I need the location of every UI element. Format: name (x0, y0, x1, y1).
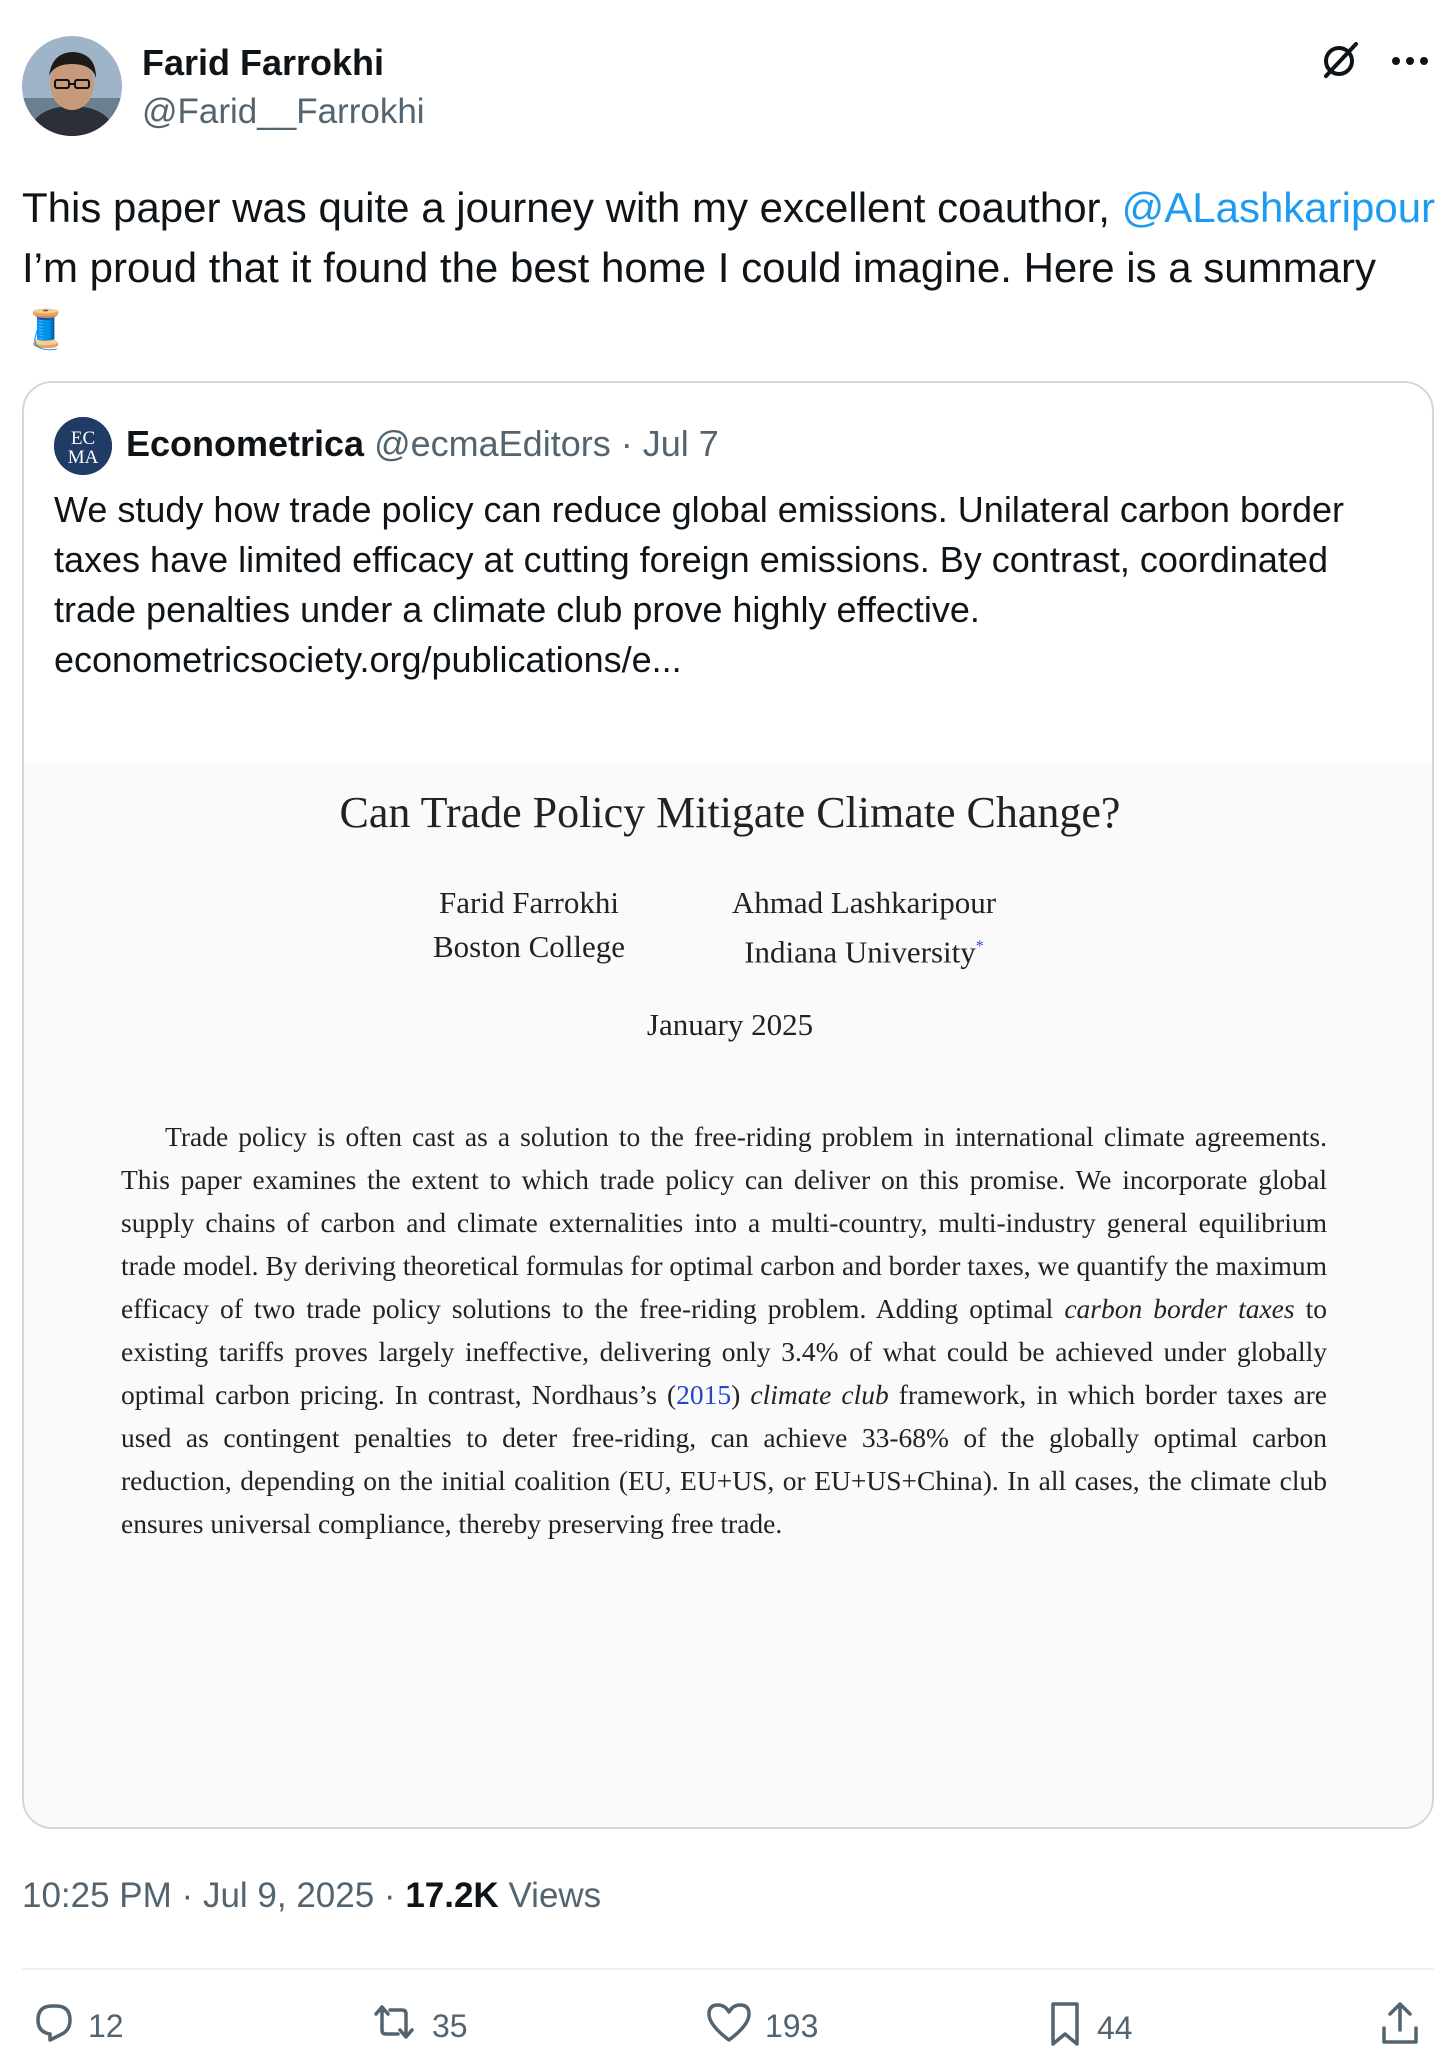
paper-image[interactable] (24, 763, 1434, 1829)
reply-count: 12 (88, 2007, 124, 2044)
paper-author2: Ahmad Lashkaripour (731, 885, 997, 920)
repost-button[interactable] (368, 2000, 468, 2052)
author-handle[interactable]: @Farid__Farrokhi (142, 92, 425, 131)
views-label: Views (508, 1876, 602, 1915)
quoted-text (54, 485, 1404, 685)
econometrica-logo[interactable] (54, 417, 112, 475)
share-button[interactable] (1378, 2000, 1422, 2056)
quoted-date[interactable]: Jul 7 (642, 423, 719, 464)
logo-text-ec: EC (70, 428, 96, 449)
paper-author2-block (694, 881, 1034, 974)
abstract-italic-carbon-border-taxes: carbon border taxes (1064, 1293, 1295, 1324)
grok-icon[interactable] (1318, 38, 1362, 87)
reply-button[interactable] (32, 2000, 124, 2052)
meta-sep-2: · (383, 1876, 396, 1915)
tweet-date[interactable]: Jul 9, 2025 (202, 1876, 375, 1915)
quoted-tweet[interactable] (22, 381, 1434, 1829)
like-count: 193 (765, 2007, 819, 2044)
abstract-part-g: framework, in which border taxes are used as contingent penalties to deter free-riding, can achieve 33-68% of the globally optimal carbon reduction, depending on the initial coalition (EU, EU+US, or EU+US+China). In all cases, the climate club ensures universal compliance, thereby preserving free trade. (121, 1379, 1327, 1539)
bookmark-count: 44 (1097, 2009, 1133, 2046)
tweet-text-part2: I’m proud that it found the best home I could imagine. Here is a summary (22, 244, 1376, 291)
tweet-text-part1: This paper was quite a journey with my excellent coauthor, (22, 184, 1122, 231)
paper-title: Can Trade Policy Mitigate Climate Change? (339, 788, 1121, 837)
abstract-part-a: Trade policy is often cast as a solution to the free-riding problem in international climate agreements. This paper examines the extent to which trade policy can deliver on this promise. We incorporate global supply chains of carbon and climate externalities into a multi-country, multi-industry general equilibrium trade model. By deriving theoretical formulas for optimal carbon and border taxes, we quantify the maximum efficacy of two trade policy solutions to the free-riding problem. Adding optimal (121, 1121, 1327, 1324)
more-options-icon[interactable] (1390, 54, 1430, 72)
share-icon (1378, 2000, 1422, 2056)
quoted-body: We study how trade policy can reduce global emissions. Unilateral carbon border taxes have limited efficacy at cutting foreign emissions. By contrast, coordinated trade penalties under a climate club prove highly effective. (54, 489, 1345, 630)
paper-affil1: Boston College (432, 929, 626, 964)
mention-link[interactable]: @ALashkaripour (1121, 184, 1436, 231)
reply-icon (32, 2000, 76, 2052)
quoted-dot: · (620, 423, 633, 464)
bookmark-button[interactable] (1045, 2000, 1133, 2056)
quoted-link[interactable]: econometricsociety.org/publications/e... (54, 639, 682, 680)
heart-icon (705, 2000, 753, 2052)
quoted-author-handle[interactable]: @ecmaEditors (374, 423, 611, 464)
divider (22, 1968, 1434, 1970)
abstract-part-c: to existing tariffs proves largely ineffective, delivering only 3.4% of what could be achieved under globally optimal carbon pricing. In contrast, Nordhaus’s ( (121, 1293, 1327, 1410)
author-avatar[interactable] (22, 36, 122, 136)
quoted-author-name[interactable]: Econometrica (126, 423, 365, 464)
thread-emoji: 🧵 (22, 309, 70, 351)
paper-author1: Farid Farrokhi (439, 885, 619, 920)
logo-text-ma: MA (67, 447, 99, 468)
paper-affil2-mark: * (975, 938, 984, 955)
abstract-citation: 2015 (676, 1379, 732, 1410)
views-count: 17.2K (405, 1876, 499, 1915)
abstract-part-e: ) (731, 1379, 751, 1410)
like-button[interactable] (705, 2000, 818, 2052)
tweet-meta (22, 1876, 601, 1916)
meta-sep-1: · (181, 1876, 194, 1915)
tweet-text (22, 178, 1442, 360)
repost-icon (368, 2000, 420, 2052)
paper-affil2: Indiana University (744, 934, 976, 970)
paper-author1-block (379, 881, 679, 969)
paper-abstract (121, 1115, 1327, 1545)
quoted-author-line (126, 423, 719, 465)
bookmark-icon (1045, 2000, 1085, 2056)
tweet-time[interactable]: 10:25 PM (22, 1876, 172, 1915)
author-name[interactable]: Farid Farrokhi (142, 42, 385, 83)
paper-date: January 2025 (646, 1007, 814, 1042)
abstract-italic-climate-club: climate club (750, 1379, 889, 1410)
repost-count: 35 (432, 2007, 468, 2044)
